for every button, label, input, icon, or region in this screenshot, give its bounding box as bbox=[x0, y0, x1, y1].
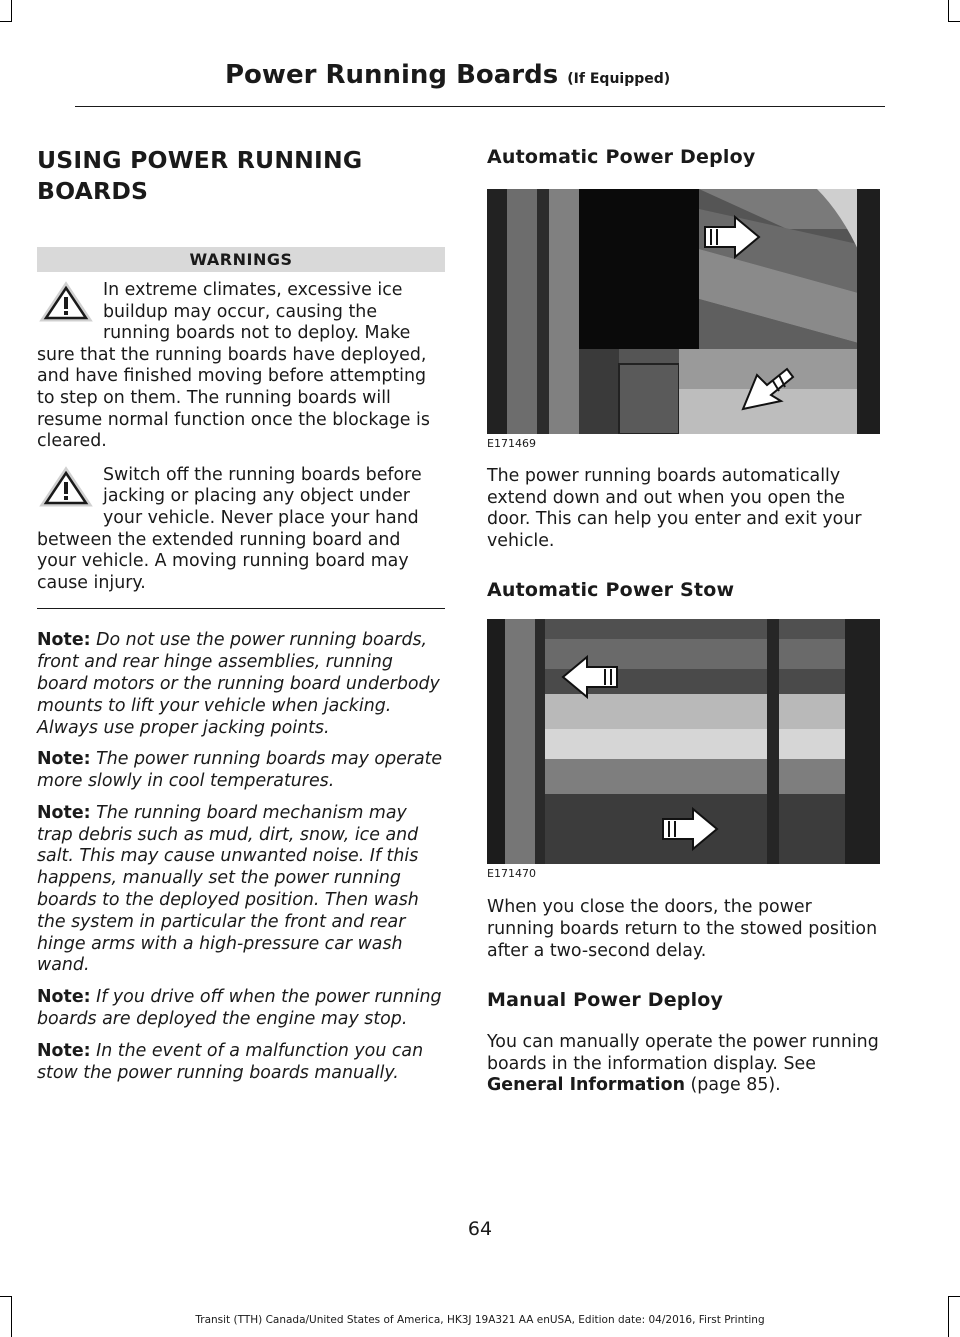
warning-item bbox=[37, 280, 445, 453]
note-label: Note: bbox=[37, 749, 91, 770]
manual-text-pre: You can manually operate the power running boards in the information display. See bbox=[487, 1032, 879, 1074]
note-text: The running board mechanism may trap debris such as mud, dirt, snow, ice and salt. This may cause unwanted noise. If this happens, manually set the power running boards to the deployed position. Then wash the system in particular the front and rear hinge arms with a high-pressure car wash wand. bbox=[37, 802, 419, 976]
header-rule bbox=[75, 106, 885, 107]
crop-mark bbox=[948, 21, 960, 22]
stow-illustration bbox=[487, 619, 880, 864]
right-column bbox=[487, 145, 882, 1097]
footer-text: Transit (TTH) Canada/United States of America, HK3J 19A321 AA enUSA, Edition date: 04/2016, First Printing bbox=[195, 1314, 765, 1326]
warning-item bbox=[37, 465, 445, 595]
note-item bbox=[37, 987, 445, 1031]
stow-figure bbox=[487, 619, 880, 864]
note-label: Note: bbox=[37, 987, 91, 1008]
stow-heading: Automatic Power Stow bbox=[487, 579, 735, 602]
crop-mark bbox=[11, 0, 12, 22]
note-item bbox=[37, 803, 445, 977]
warning-triangle-icon bbox=[37, 465, 95, 509]
page-header bbox=[225, 60, 670, 90]
page-number: 64 bbox=[467, 1218, 493, 1240]
figure-code: E171470 bbox=[487, 867, 536, 881]
crop-mark bbox=[948, 0, 949, 22]
deploy-illustration bbox=[487, 189, 880, 434]
header-title: Power Running Boards bbox=[225, 60, 559, 90]
note-text: Do not use the power running boards, front and rear hinge assemblies, running board motors or the running board underbody mounts to lift your vehicle when jacking. Always use proper jacking points. bbox=[37, 630, 440, 738]
manual-text bbox=[487, 1032, 882, 1097]
crop-mark bbox=[0, 21, 12, 22]
manual-reference-link[interactable]: General Information bbox=[487, 1075, 685, 1096]
left-column bbox=[37, 145, 445, 1094]
stow-text: When you close the doors, the power running boards return to the stowed position after a two-second delay. bbox=[487, 897, 878, 961]
deploy-heading: Automatic Power Deploy bbox=[487, 146, 756, 168]
figure-code: E171469 bbox=[487, 437, 536, 450]
note-label: Note: bbox=[37, 630, 91, 651]
warnings-header: WARNINGS bbox=[37, 247, 445, 272]
crop-mark bbox=[948, 1296, 960, 1297]
deploy-figure bbox=[487, 189, 880, 434]
crop-mark bbox=[0, 1296, 12, 1297]
note-item bbox=[37, 1041, 445, 1085]
note-label: Note: bbox=[37, 1040, 91, 1061]
section-heading: USING POWER RUNNING BOARDS bbox=[37, 146, 363, 205]
note-item bbox=[37, 749, 445, 793]
note-item bbox=[37, 630, 445, 739]
manual-heading: Manual Power Deploy bbox=[487, 989, 724, 1012]
note-label: Note: bbox=[37, 802, 91, 823]
note-text: In the event of a malfunction you can stow the power running boards manually. bbox=[37, 1040, 424, 1083]
manual-text-post: (page 85). bbox=[684, 1075, 781, 1096]
warning-triangle-icon bbox=[37, 280, 95, 324]
note-text: The power running boards may operate more slowly in cool temperatures. bbox=[37, 749, 443, 792]
notes-list bbox=[37, 630, 445, 1084]
warnings-divider bbox=[37, 608, 445, 609]
note-text: If you drive off when the power running boards are deployed the engine may stop. bbox=[37, 987, 442, 1030]
header-subtitle: (If Equipped) bbox=[567, 71, 671, 87]
warning-text: In extreme climates, excessive ice buildup may occur, causing the running boards not to deploy. Make sure that the running boards have deployed, and have finished moving before attempting to step on them. The running boards will resume normal function once the blockage is cleared. bbox=[37, 280, 430, 452]
deploy-text: The power running boards automatically extend down and out when you open the door. This can help you enter and exit your vehicle. bbox=[487, 466, 862, 551]
warning-text: Switch off the running boards before jacking or placing any object under your vehicle. Never place your hand between the extended running board and your vehicle. A moving running board may cause injury. bbox=[37, 464, 422, 593]
